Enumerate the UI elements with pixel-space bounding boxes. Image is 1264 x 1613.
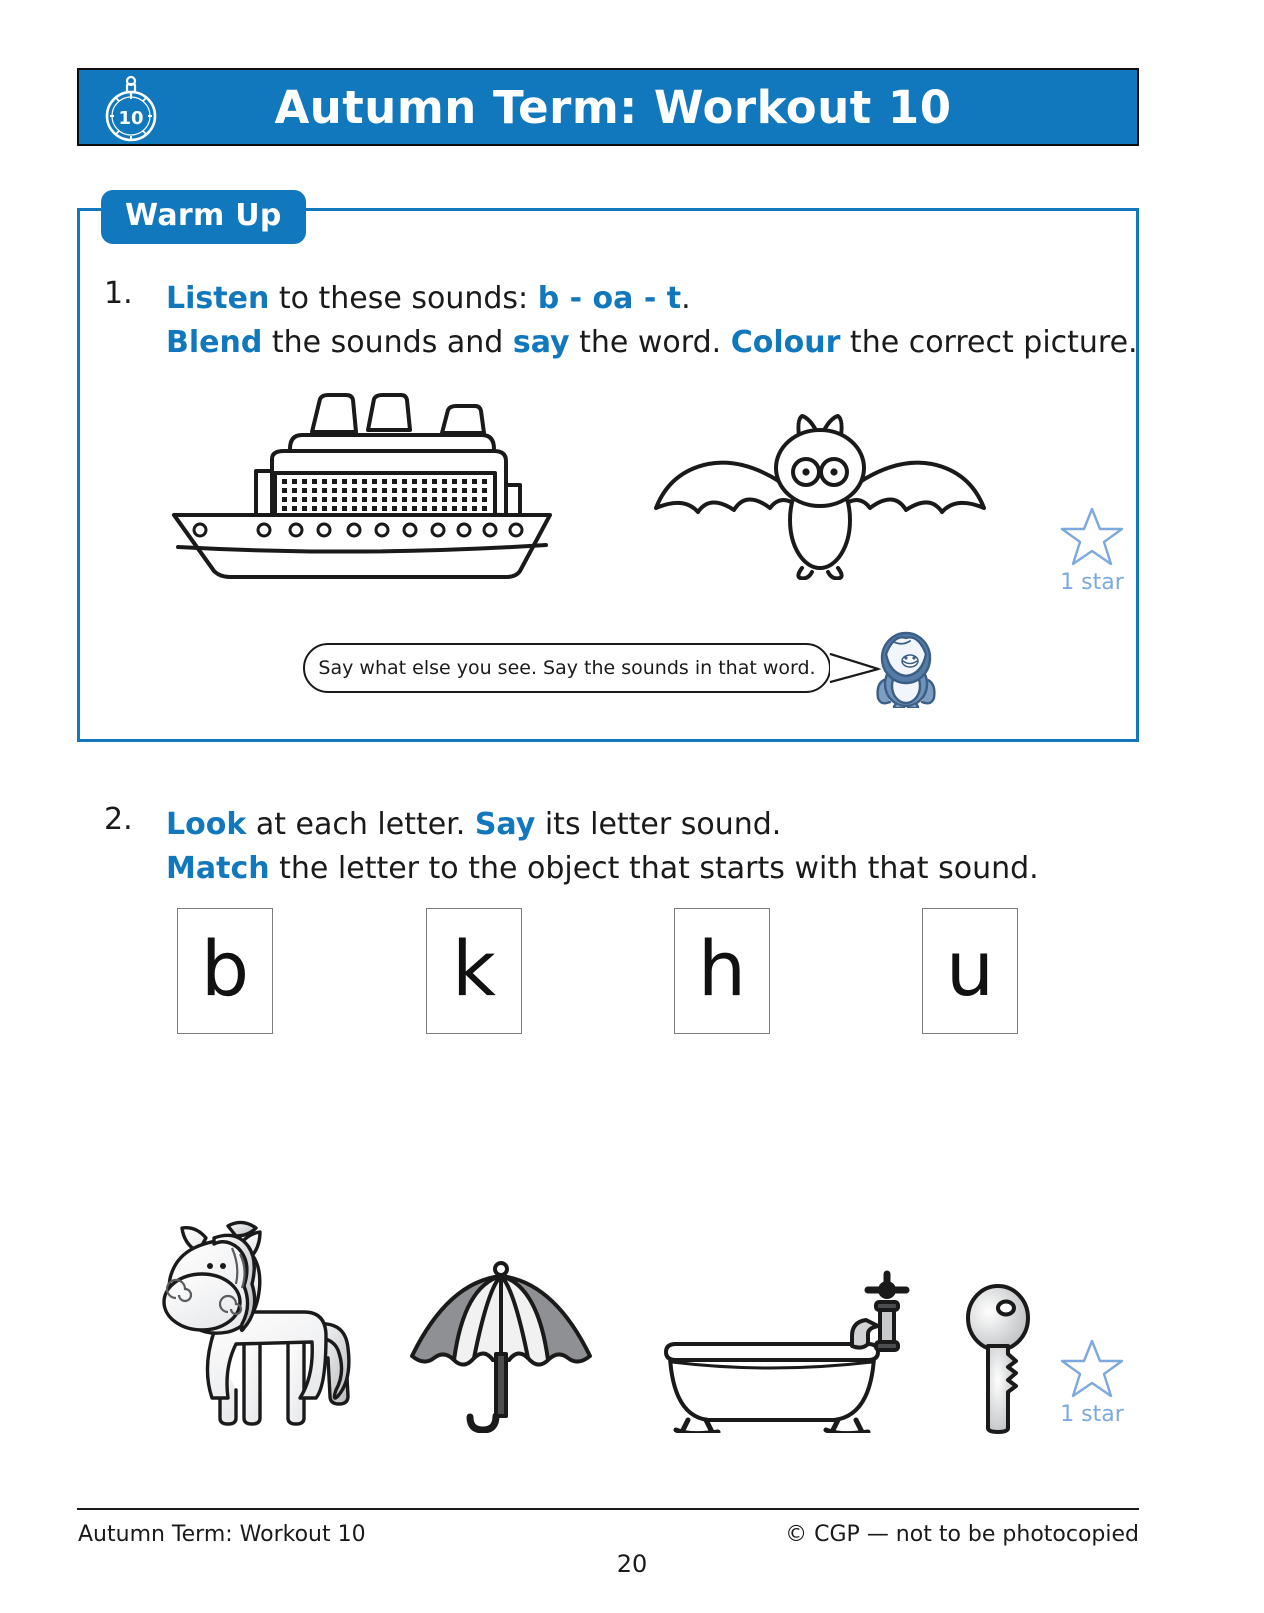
plain-text: the word. — [569, 325, 731, 360]
letter-glyph: b — [200, 924, 250, 1013]
plain-text: . — [681, 281, 691, 316]
keyword-text: Colour — [730, 325, 841, 360]
keyword-text: b — [537, 281, 560, 316]
keyword-text: - — [633, 281, 667, 316]
keyword-text: - — [559, 281, 593, 316]
star-rating-question-1 — [1042, 506, 1142, 595]
star-rating-label: 1 star — [1060, 1402, 1124, 1427]
plain-text: at each letter. — [246, 807, 475, 842]
plain-text: the letter to the object that starts with that sound. — [269, 851, 1039, 886]
penguin-mascot-icon — [872, 628, 940, 708]
question-1-line-2 — [166, 320, 1138, 366]
question-1-number: 1. — [104, 276, 133, 311]
question-1-line-1 — [166, 276, 691, 322]
plain-text: the sounds and — [262, 325, 513, 360]
boat-illustration[interactable] — [160, 375, 560, 605]
star-icon — [1060, 1338, 1124, 1400]
plain-text: the correct picture. — [840, 325, 1138, 360]
letter-box-h[interactable] — [674, 908, 770, 1034]
page-header-banner — [77, 68, 1139, 146]
letter-box-b[interactable] — [177, 908, 273, 1034]
letter-glyph: k — [451, 924, 496, 1013]
letter-box-u[interactable] — [922, 908, 1018, 1034]
keyword-text: oa — [592, 281, 634, 316]
letter-glyph: u — [945, 924, 995, 1013]
star-rating-question-2 — [1042, 1338, 1142, 1427]
page-title: Autumn Term: Workout 10 — [274, 80, 952, 134]
footer-divider — [77, 1508, 1139, 1510]
hint-text: Say what else you see. Say the sounds in that word. — [318, 657, 816, 679]
question-2-number: 2. — [104, 802, 133, 837]
footer-left-text: Autumn Term: Workout 10 — [78, 1522, 366, 1547]
star-icon — [1060, 506, 1124, 568]
stopwatch-value: 10 — [118, 108, 144, 129]
hint-speech-bubble — [303, 643, 831, 693]
stopwatch-icon — [95, 74, 167, 144]
plain-text: to these sounds: — [269, 281, 538, 316]
keyword-text: t — [666, 281, 682, 316]
umbrella-illustration[interactable] — [398, 1258, 608, 1433]
keyword-text: Blend — [166, 325, 263, 360]
keyword-text: Listen — [166, 281, 270, 316]
warm-up-tab-label: Warm Up — [101, 190, 306, 244]
horse-illustration[interactable] — [140, 1190, 390, 1430]
keyword-text: Match — [166, 851, 270, 886]
bat-illustration[interactable] — [650, 390, 990, 580]
question-2-line-2 — [166, 846, 1039, 892]
keyword-text: say — [512, 325, 570, 360]
page-number: 20 — [616, 1550, 648, 1578]
star-rating-label: 1 star — [1060, 570, 1124, 595]
question-2-line-1 — [166, 802, 781, 848]
keyword-text: Say — [474, 807, 536, 842]
key-illustration[interactable] — [948, 1282, 1048, 1434]
footer-copyright: © CGP — not to be photocopied — [785, 1522, 1139, 1547]
letter-box-k[interactable] — [426, 908, 522, 1034]
plain-text: its letter sound. — [535, 807, 782, 842]
bath-illustration[interactable] — [628, 1268, 913, 1433]
letter-glyph: h — [697, 924, 747, 1013]
keyword-text: Look — [166, 807, 247, 842]
